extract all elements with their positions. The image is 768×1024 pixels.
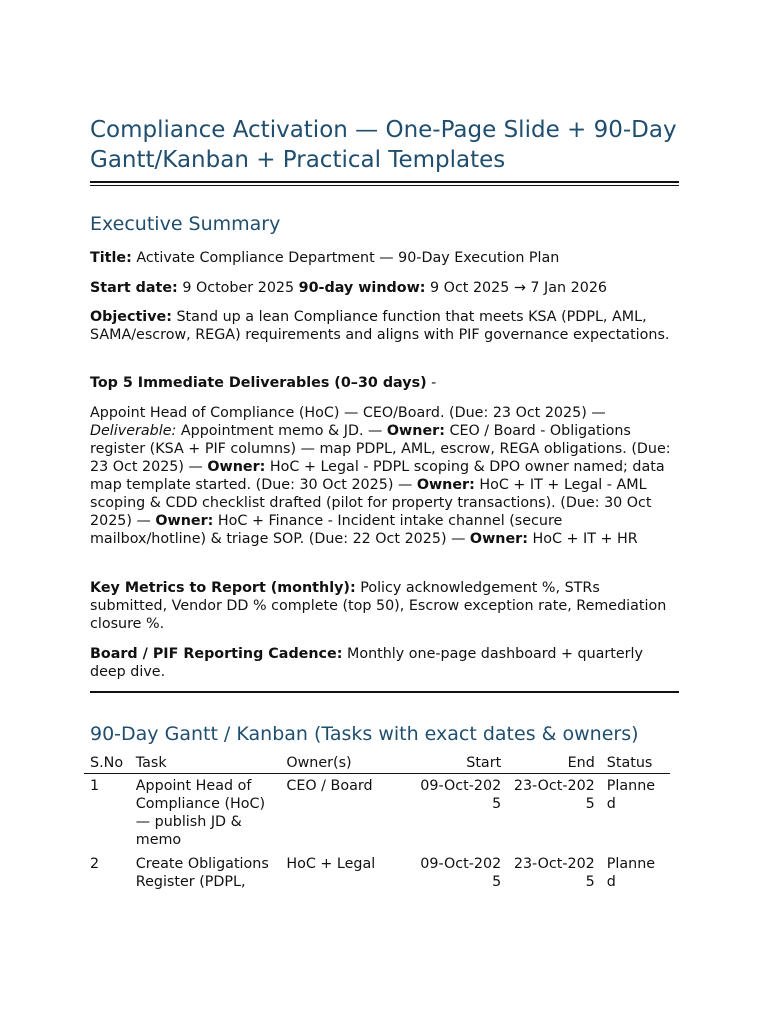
title-value: Activate Compliance Department — 90-Day Execution Plan: [131, 250, 560, 266]
executive-summary-heading: Executive Summary: [90, 213, 281, 235]
deliverable-4: HoC + IT + Legal - AML scoping & CDD checklist drafted (pilot for property transactions). (Due: 30 Oct 2025) —: [90, 477, 652, 529]
cell-status: Planned: [606, 856, 656, 890]
deliverable-1-memo: Appointment memo & JD. —: [176, 423, 387, 439]
objective-label: Objective:: [90, 309, 172, 325]
top5-suffix: -: [426, 375, 437, 391]
metrics-value: Policy acknowledgement %, STRs submitted, Vendor DD % complete (top 50), Escrow exception rate, Remediation closure %.: [90, 580, 667, 632]
column-header-status: Status: [606, 755, 653, 771]
cell-start: 09-Oct-2025: [420, 856, 502, 890]
top5-label: Top 5 Immediate Deliverables (0–30 days): [90, 375, 427, 391]
cell-task: Appoint Head of Compliance (HoC) — publish JD & memo: [135, 778, 266, 848]
objective-paragraph: [90, 308, 680, 344]
top5-heading-line: [90, 374, 680, 392]
deliverable-5: HoC + Finance - Incident intake channel (secure mailbox/hotline) & triage SOP. (Due: 22 Oct 2025) —: [90, 513, 563, 547]
document-title: Compliance Activation — One-Page Slide + 90-Day Gantt/Kanban + Practical Templates: [90, 117, 677, 173]
window-label: 90-day window:: [298, 280, 426, 296]
gantt-table: [84, 753, 670, 894]
cell-task: Create Obligations Register (PDPL,: [135, 856, 269, 890]
owner-label: Owner:: [155, 513, 214, 529]
cell-owner: HoC + Legal: [286, 856, 376, 872]
cell-owner: CEO / Board: [286, 778, 373, 794]
title-line: [90, 249, 680, 267]
start-date-value: 9 October 2025: [177, 280, 299, 296]
column-header-sno: S.No: [90, 755, 124, 771]
cadence-value: Monthly one-page dashboard + quarterly deep dive.: [90, 646, 643, 680]
cell-sno: 2: [90, 856, 100, 872]
cell-end: 23-Oct-2025: [513, 856, 595, 890]
window-value: 9 Oct 2025 → 7 Jan 2026: [425, 280, 608, 296]
cell-sno: 1: [90, 778, 100, 794]
deliverable-3: HoC + Legal - PDPL scoping & DPO owner named; data map template started. (Due: 30 Oct 2025) —: [90, 459, 665, 493]
owner-label: Owner:: [469, 531, 528, 547]
cell-start: 09-Oct-2025: [420, 778, 502, 812]
column-header-start: Start: [466, 755, 502, 771]
owner-label: Owner:: [416, 477, 475, 493]
dates-line: [90, 279, 680, 297]
section-divider: [90, 691, 679, 693]
deliverable-2: CEO / Board - Obligations register (KSA + PIF columns) — map PDPL, AML, escrow, REGA obligations. (Due: 23 Oct 2025) —: [90, 423, 671, 475]
title-divider: [90, 181, 679, 186]
column-header-task: Task: [135, 755, 167, 771]
owner-label: Owner:: [386, 423, 445, 439]
table-row: [84, 852, 670, 894]
metrics-paragraph: [90, 579, 680, 633]
cadence-label: Board / PIF Reporting Cadence:: [90, 646, 343, 662]
cell-status: Planned: [606, 778, 656, 812]
metrics-label: Key Metrics to Report (monthly):: [90, 580, 356, 596]
deliverables-paragraph: [90, 404, 680, 548]
objective-value: Stand up a lean Compliance function that meets KSA (PDPL, AML, SAMA/escrow, REGA) requirements and aligns with PIF governance expectations.: [90, 309, 670, 343]
cell-end: 23-Oct-2025: [513, 778, 595, 812]
table-header-row: [84, 753, 670, 774]
deliverable-1: Appoint Head of Compliance (HoC) — CEO/Board. (Due: 23 Oct 2025) —: [90, 405, 606, 421]
gantt-heading: 90-Day Gantt / Kanban (Tasks with exact dates & owners): [90, 723, 639, 745]
column-header-owner: Owner(s): [286, 755, 352, 771]
deliverable-italic-label: Deliverable:: [90, 423, 177, 439]
deliverable-5-owner: HoC + IT + HR: [527, 531, 638, 547]
start-date-label: Start date:: [90, 280, 178, 296]
cadence-paragraph: [90, 645, 680, 681]
column-header-end: End: [567, 755, 595, 771]
owner-label: Owner:: [207, 459, 266, 475]
table-row: [84, 774, 670, 853]
title-label: Title:: [90, 250, 132, 266]
